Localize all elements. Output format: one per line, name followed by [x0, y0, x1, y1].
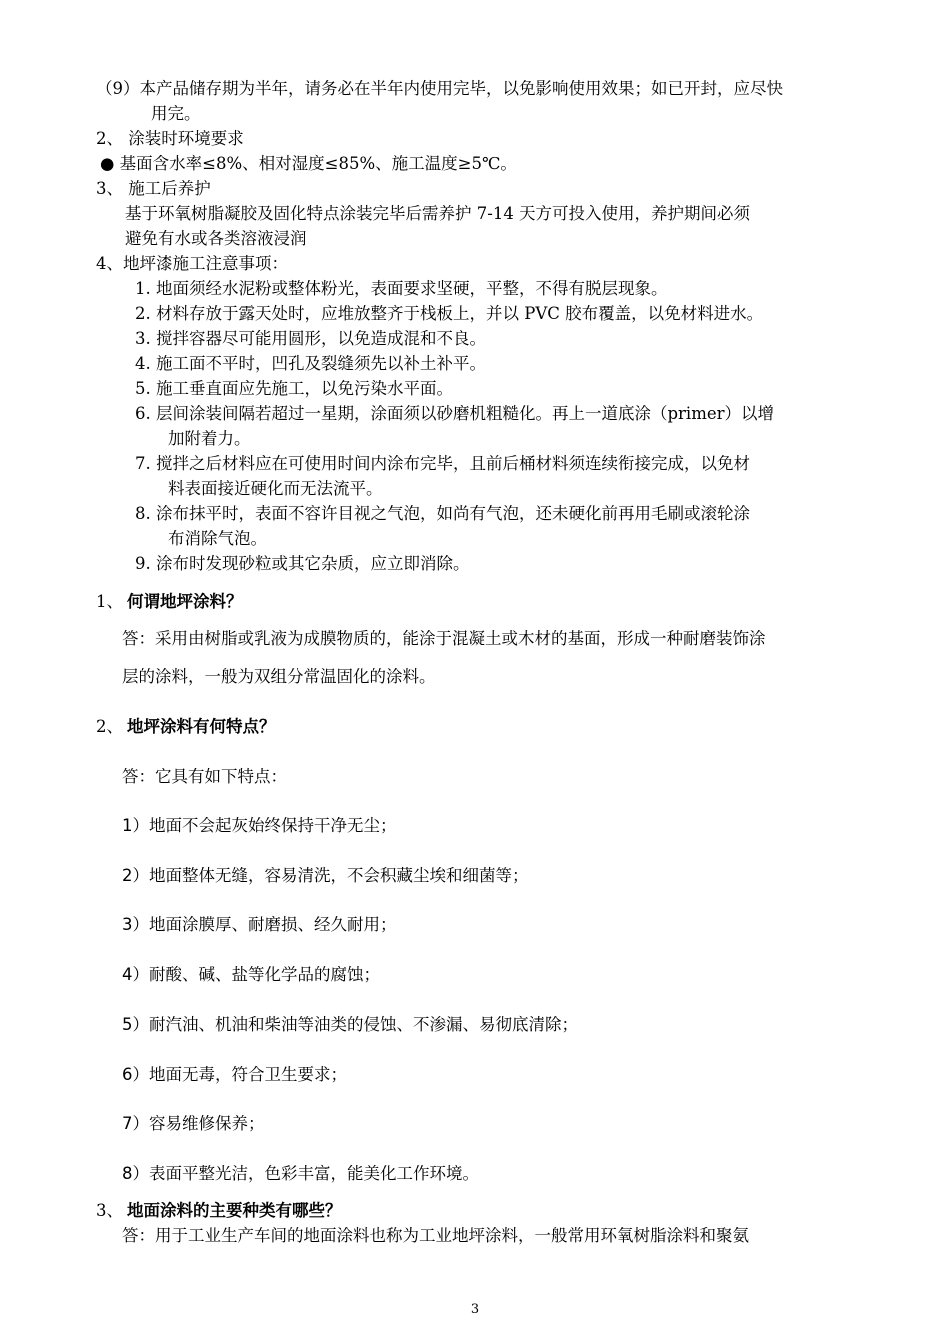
bullet-conditions: ● 基面含水率≤8%、相对湿度≤85%、施工温度≥5℃。: [100, 154, 517, 173]
question-2: 地坪涂料有何特点？: [127, 717, 276, 736]
note-item: 7. 搅拌之后材料应在可使用时间内涂布完毕，且前后桶材料须连续衔接完成，以免材: [135, 454, 750, 473]
note-item-continuation: 加附着力。: [168, 429, 251, 448]
note-item: 6. 层间涂装间隔若超过一星期，涂面须以砂磨机粗糙化。再上一道底涂（primer）以增: [135, 404, 775, 423]
curing-line1: 基于环氧树脂凝胶及固化特点涂装完毕后需养护 7-14 天方可投入使用，养护期间必须: [125, 204, 751, 223]
note-item: 5. 施工垂直面应先施工，以免污染水平面。: [135, 379, 453, 398]
feature-item: 5）耐汽油、机油和柴油等油类的侵蚀、不渗漏、易彻底清除；: [122, 1015, 578, 1034]
question-1: 何谓地坪涂料？: [127, 592, 243, 611]
item9-line2: 用完。: [151, 104, 201, 123]
feature-item: 8）表面平整光洁，色彩丰富，能美化工作环境。: [122, 1164, 479, 1183]
note-item: 3. 搅拌容器尽可能用圆形，以免造成混和不良。: [135, 329, 486, 348]
note-item-continuation: 料表面接近硬化而无法流平。: [168, 479, 383, 498]
note-item: 4. 施工面不平时，凹孔及裂缝须先以补土补平。: [135, 354, 486, 373]
feature-item: 3）地面涂膜厚、耐磨损、经久耐用；: [122, 915, 397, 934]
note-item: 2. 材料存放于露天处时，应堆放整齐于栈板上，并以 PVC 胶布覆盖，以免材料进水。: [135, 304, 764, 323]
question-3: 地面涂料的主要种类有哪些？: [127, 1201, 342, 1220]
feature-item: 7）容易维修保养；: [122, 1114, 265, 1133]
feature-item: 2）地面整体无缝，容易清洗，不会积藏尘埃和细菌等；: [122, 866, 529, 885]
note-item: 1. 地面须经水泥粉或整体粉光，表面要求坚硬，平整，不得有脱层现象。: [135, 279, 668, 298]
question-3-number: 3、: [96, 1201, 123, 1220]
question-2-number: 2、: [96, 717, 123, 736]
page-number: 3: [470, 1302, 480, 1317]
note-item-continuation: 布消除气泡。: [168, 529, 267, 548]
note-item: 8. 涂布抹平时，表面不容许目视之气泡，如尚有气泡，还未硬化前再用毛刷或滚轮涂: [135, 504, 750, 523]
feature-item: 4）耐酸、碱、盐等化学品的腐蚀；: [122, 965, 380, 984]
note-item: 9. 涂布时发现砂粒或其它杂质，应立即消除。: [135, 554, 470, 573]
answer-1-line1: 答：采用由树脂或乳液为成膜物质的，能涂于混凝土或木材的基面，形成一种耐磨装饰涂: [122, 629, 766, 648]
feature-item: 6）地面无毒，符合卫生要求；: [122, 1065, 347, 1084]
answer-3-line1: 答：用于工业生产车间的地面涂料也称为工业地坪涂料，一般常用环氧树脂涂料和聚氨: [122, 1226, 749, 1245]
curing-line2: 避免有水或各类溶液浸润: [125, 229, 307, 248]
heading-environment: 2、 涂装时环境要求: [96, 129, 244, 148]
answer-2-intro: 答：它具有如下特点：: [122, 767, 287, 786]
heading-notes: 4、地坪漆施工注意事项：: [96, 254, 288, 273]
item9-line1: （9）本产品储存期为半年，请务必在半年内使用完毕，以免影响使用效果；如已开封，应尽快: [96, 79, 783, 98]
answer-1-line2: 层的涂料，一般为双组分常温固化的涂料。: [122, 667, 436, 686]
heading-curing: 3、 施工后养护: [96, 179, 211, 198]
feature-item: 1）地面不会起灰始终保持干净无尘；: [122, 816, 397, 835]
question-1-number: 1、: [96, 592, 123, 611]
